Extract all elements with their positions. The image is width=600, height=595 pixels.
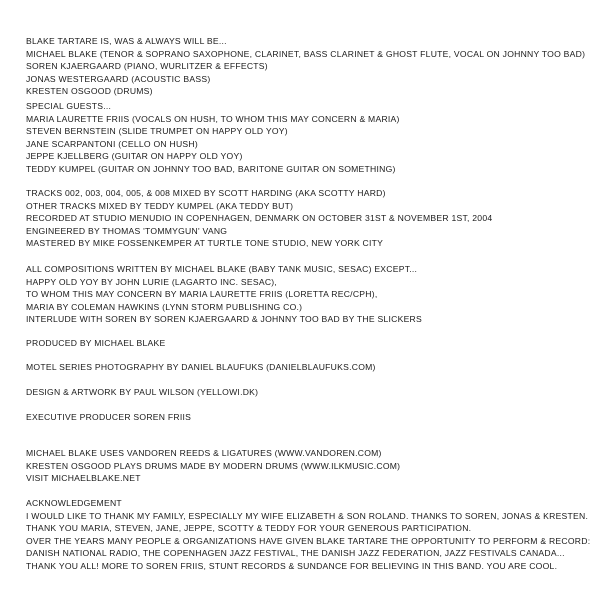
band-intro-line: BLAKE TARTARE IS, WAS & ALWAYS WILL BE... bbox=[26, 36, 227, 46]
composition-line: HAPPY OLD YOY BY JOHN LURIE (LAGARTO INC. SESAC), bbox=[26, 276, 278, 287]
special-guests-heading: SPECIAL GUESTS... bbox=[26, 101, 112, 111]
recording-credits-section bbox=[26, 187, 600, 250]
guest-line: TEDDY KUMPEL (GUITAR ON JOHNNY TOO BAD, BARITONE GUITAR ON SOMETHING) bbox=[26, 163, 396, 174]
band-member-line: JONAS WESTERGAARD (ACOUSTIC BASS) bbox=[26, 73, 211, 84]
band-member-line: MICHAEL BLAKE (TENOR & SOPRANO SAXOPHONE, CLARINET, BASS CLARINET & GHOST FLUTE, VOCAL ON JOHNNY TOO BAD) bbox=[26, 48, 586, 59]
band-member-line: SOREN KJAERGAARD (PIANO, WURLITZER & EFFECTS) bbox=[26, 61, 268, 72]
producer-section bbox=[26, 337, 600, 350]
acknowledgement-line: I WOULD LIKE TO THANK MY FAMILY, ESPECIALLY MY WIFE ELIZABETH & SON ROLAND. THANKS TO SOREN, JONAS & KRESTEN. bbox=[26, 510, 589, 521]
design-section bbox=[26, 386, 600, 399]
producer-credit: PRODUCED BY MICHAEL BLAKE bbox=[26, 338, 166, 348]
engineering-credit-line: ENGINEERED BY THOMAS 'TOMMYGUN' VANG bbox=[26, 225, 228, 236]
band-member-line: KRESTEN OSGOOD (DRUMS) bbox=[26, 86, 153, 97]
guest-line: JEPPE KJELLBERG (GUITAR ON HAPPY OLD YOY) bbox=[26, 151, 243, 162]
guest-line: MARIA LAURETTE FRIIS (VOCALS ON HUSH, TO WHOM THIS MAY CONCERN & MARIA) bbox=[26, 113, 400, 124]
compositions-heading: ALL COMPOSITIONS WRITTEN BY MICHAEL BLAKE (BABY TANK MUSIC, SESAC) EXCEPT... bbox=[26, 264, 418, 274]
composition-line: INTERLUDE WITH SOREN BY SOREN KJAERGAARD & JOHNNY TOO BAD BY THE SLICKERS bbox=[26, 314, 422, 325]
executive-producer-section bbox=[26, 411, 600, 424]
endorsement-line: MICHAEL BLAKE USES VANDOREN REEDS & LIGATURES (WWW.VANDOREN.COM) bbox=[26, 448, 382, 458]
endorsement-line: KRESTEN OSGOOD PLAYS DRUMS MADE BY MODERN DRUMS (WWW.ILKMUSIC.COM) bbox=[26, 460, 401, 471]
mixing-credit-line: TRACKS 002, 003, 004, 005, & 008 MIXED BY SCOTT HARDING (AKA SCOTTY HARD) bbox=[26, 188, 386, 198]
guest-line: STEVEN BERNSTEIN (SLIDE TRUMPET ON HAPPY OLD YOY) bbox=[26, 126, 288, 137]
acknowledgement-line: THANK YOU MARIA, STEVEN, JANE, JEPPE, SCOTTY & TEDDY FOR YOUR GENEROUS PARTICIPATION. bbox=[26, 523, 472, 534]
composition-line: MARIA BY COLEMAN HAWKINS (LYNN STORM PUBLISHING CO.) bbox=[26, 301, 303, 312]
acknowledgement-heading: ACKNOWLEDGEMENT bbox=[26, 498, 122, 508]
acknowledgement-line: OVER THE YEARS MANY PEOPLE & ORGANIZATIONS HAVE GIVEN BLAKE TARTARE THE OPPORTUNITY TO PERFORM & RECORD: bbox=[26, 535, 591, 546]
endorsements-section bbox=[26, 447, 600, 485]
photography-credit: MOTEL SERIES PHOTOGRAPHY BY DANIEL BLAUFUKS (DANIELBLAUFUKS.COM) bbox=[26, 362, 376, 372]
acknowledgement-line: THANK YOU ALL! MORE TO SOREN FRIIS, STUNT RECORDS & SUNDANCE FOR BELIEVING IN THIS BAND. YOU ARE COOL. bbox=[26, 560, 558, 571]
mastering-credit-line: MASTERED BY MIKE FOSSENKEMPER AT TURTLE TONE STUDIO, NEW YORK CITY bbox=[26, 238, 384, 249]
band-lineup-section bbox=[26, 35, 600, 98]
photography-section bbox=[26, 361, 600, 374]
website-line: VISIT MICHAELBLAKE.NET bbox=[26, 473, 141, 484]
guest-line: JANE SCARPANTONI (CELLO ON HUSH) bbox=[26, 138, 198, 149]
composition-line: TO WHOM THIS MAY CONCERN BY MARIA LAURETTE FRIIS (LORETTA REC/CPH), bbox=[26, 289, 378, 300]
mixing-credit-line: OTHER TRACKS MIXED BY TEDDY KUMPEL (AKA TEDDY BUT) bbox=[26, 200, 294, 211]
acknowledgement-section bbox=[26, 497, 600, 573]
design-credit: DESIGN & ARTWORK BY PAUL WILSON (YELLOWI.DK) bbox=[26, 387, 259, 397]
special-guests-section bbox=[26, 100, 600, 176]
recording-credit-line: RECORDED AT STUDIO MENUDIO IN COPENHAGEN, DENMARK ON OCTOBER 31ST & NOVEMBER 1ST, 2004 bbox=[26, 213, 493, 224]
compositions-section bbox=[26, 263, 600, 326]
executive-producer-credit: EXECUTIVE PRODUCER SOREN FRIIS bbox=[26, 412, 192, 422]
acknowledgement-line: DANISH NATIONAL RADIO, THE COPENHAGEN JAZZ FESTIVAL, THE DANISH JAZZ FEDERATION, JAZZ FESTIVALS CANADA... bbox=[26, 548, 565, 559]
